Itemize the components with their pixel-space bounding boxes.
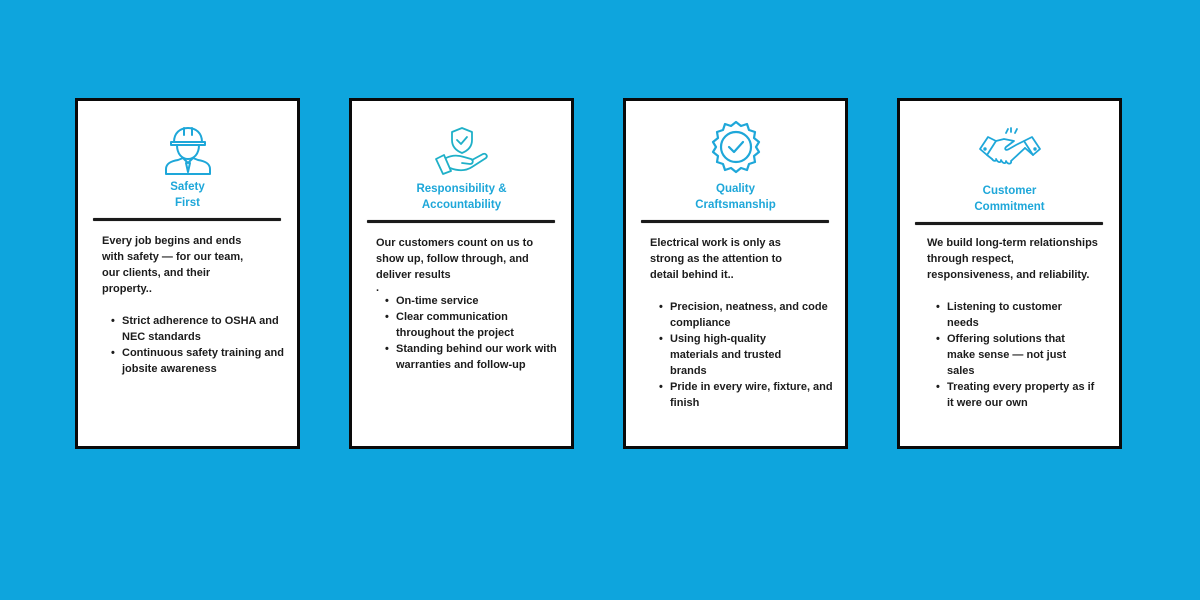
card-title-line1: Quality (716, 183, 755, 195)
card-title (78, 179, 297, 211)
list-item: • Offering solutions that make sense — not just sales (947, 331, 1082, 379)
card-title-line2: Accountability (421, 199, 502, 211)
handshake-icon (978, 127, 1042, 171)
icon-container (352, 125, 571, 175)
list-item: • Clear communication throughout the project (396, 309, 561, 341)
bullet-list (376, 293, 561, 373)
icon-container (626, 119, 845, 175)
icon-container (900, 127, 1119, 171)
card-title-line2: Craftsmanship (695, 199, 776, 211)
card-intro: Electrical work is only as strong as the attention to detail behind it.. (650, 237, 782, 281)
bullet-list (927, 299, 1109, 411)
icon-container (78, 125, 297, 175)
list-item: • Listening to customer needs (947, 299, 1082, 331)
card-customer-commitment (897, 98, 1122, 449)
divider (641, 220, 829, 223)
card-safety-first (75, 98, 300, 449)
list-item: • Precision, neatness, and code compliance (670, 299, 835, 331)
list-item: • Standing behind our work with warranties and follow-up (396, 341, 561, 373)
card-title (900, 183, 1119, 215)
card-quality-craftsmanship (623, 98, 848, 449)
divider (93, 218, 281, 221)
card-title-line2: First (175, 197, 200, 209)
card-body (376, 235, 561, 373)
card-responsibility-accountability (349, 98, 574, 449)
card-title-line1: Responsibility & (416, 183, 507, 195)
hard-hat-worker-icon (162, 125, 214, 175)
card-body (927, 235, 1109, 411)
divider (915, 222, 1103, 225)
card-title-line1: Safety (170, 181, 205, 193)
list-item: • Using high-quality materials and trusted brands (670, 331, 800, 379)
card-title-line1: Customer (982, 185, 1037, 197)
list-item: • Pride in every wire, fixture, and finish (670, 379, 835, 411)
card-title (626, 181, 845, 213)
list-item: • On-time service (396, 293, 561, 309)
bullet-list (650, 299, 835, 411)
card-body (650, 235, 835, 411)
card-title-line2: Commitment (974, 201, 1045, 213)
shield-hand-icon (434, 125, 490, 175)
list-item: • Strict adherence to OSHA and NEC standards (122, 313, 287, 345)
card-intro: We build long-term relationships through respect, responsiveness, and reliability. (927, 237, 1098, 281)
list-item: • Continuous safety training and jobsite awareness (122, 345, 287, 377)
divider (367, 220, 555, 223)
trailing-dot: . (376, 282, 380, 294)
bullet-list (102, 313, 287, 377)
card-intro: Our customers count on us to show up, follow through, and deliver results (376, 237, 534, 281)
card-body (102, 233, 287, 377)
quality-badge-check-icon (708, 119, 764, 175)
card-title (352, 181, 571, 213)
list-item: • Treating every property as if it were our own (947, 379, 1097, 411)
card-intro: Every job begins and ends with safety — for our team, our clients, and their property.. (102, 235, 244, 295)
